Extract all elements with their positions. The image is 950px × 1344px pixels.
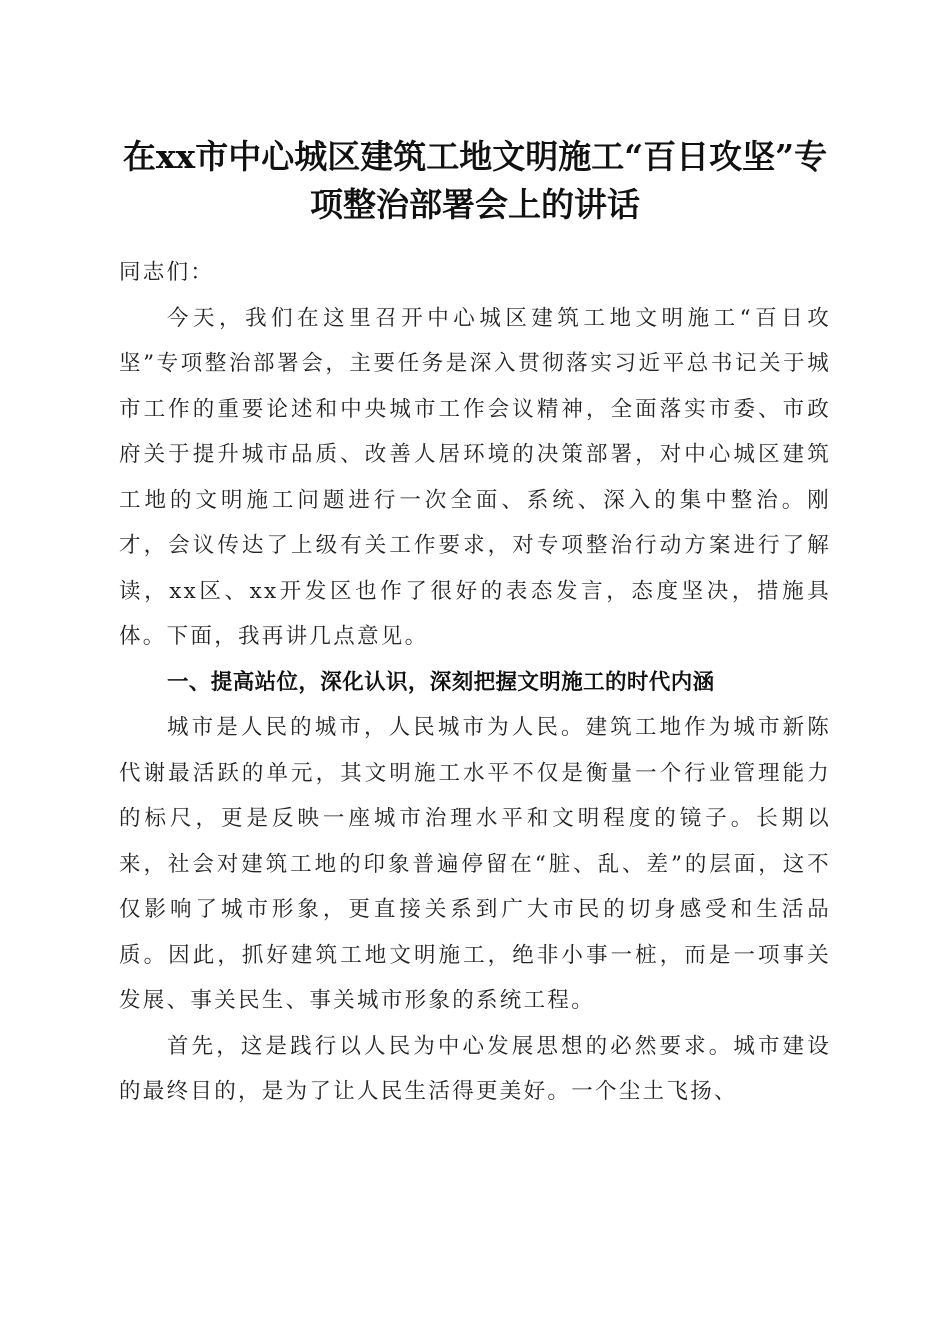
salutation: 同志们： [119, 260, 215, 285]
section-heading-1: 一、提高站位，深化认识，深刻把握文明施工的时代内涵 [167, 669, 715, 695]
paragraph-city: 城市是人民的城市，人民城市为人民。建筑工地作为城市新陈代谢最活跃的单元，其文明施工水平不仅是衡量一个行业管理能力的标尺，更是反映一座城市治理水平和文明程度的镜子。长期以来，社会对建筑工地的印象普遍停留在“脏、乱、差”的层面，这不仅影响了城市形象，更直接关系到广大市民的切身感受和生活品质。因此，抓好建筑工地文明施工，绝非小事一桩，而是一项事关发展、事关民生、事关城市形象的系统工程。 [119, 715, 831, 1013]
document-body [119, 250, 831, 1115]
document-title: 在xx市中心城区建筑工地文明施工“百日攻坚”专项整治部署会上的讲话 [122, 137, 828, 224]
paragraph-first: 首先，这是践行以人民为中心发展思想的必然要求。城市建设的最终目的，是为了让人民生活得更美好。一个尘土飞扬、 [119, 1033, 831, 1104]
paragraph-intro: 今天，我们在这里召开中心城区建筑工地文明施工“百日攻坚”专项整治部署会，主要任务是深入贯彻落实习近平总书记关于城市工作的重要论述和中央城市工作会议精神，全面落实市委、市政府关于提升城市品质、改善人居环境的决策部署，对中心城区建筑工地的文明施工问题进行一次全面、系统、深入的集中整治。刚才，会议传达了上级有关工作要求，对专项整治行动方案进行了解读，xx区、xx开发区也作了很好的表态发言，态度坚决，措施具体。下面，我再讲几点意见。 [119, 305, 831, 649]
